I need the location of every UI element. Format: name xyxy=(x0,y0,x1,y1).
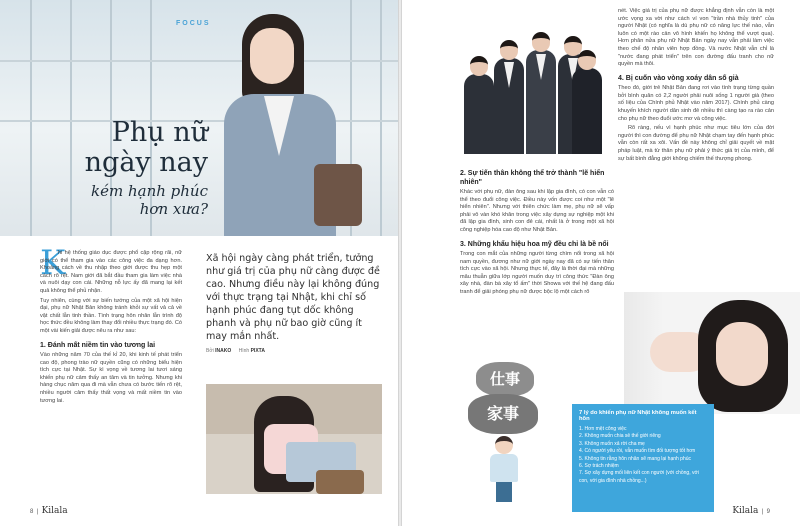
pull-quote: Xã hội ngày càng phát triển, tưởng như giá trị của phụ nữ càng được đề cao. Nhưng điều này lại không đúng với thực trạng tại Nhật, khi chỉ số hạnh phúc đang tụt dốc không phanh và phụ nữ bao giờ cũng ít may mắn nhất. xyxy=(206,253,380,342)
list-item: 2. Không muốn chia sẻ thế giới riêng xyxy=(579,433,661,440)
list-item: 5. Không tin rằng hôn nhân sẽ mang lại hạnh phúc xyxy=(579,455,692,462)
illustration-burden xyxy=(462,358,552,506)
carrying-figure xyxy=(486,436,522,502)
left-column xyxy=(40,250,182,407)
handbag xyxy=(314,164,362,226)
left-page xyxy=(0,0,398,526)
title-line-4: hơn xưa? xyxy=(139,200,208,218)
article-title xyxy=(18,118,208,218)
section-4-heading: 4. Bị cuốn vào vòng xoáy dân số già xyxy=(618,74,739,82)
brand-left: Kilala xyxy=(41,506,68,516)
page-number-right: 9 xyxy=(766,509,770,515)
page-number-left: 8 xyxy=(30,509,34,515)
photo-office-women xyxy=(454,22,604,154)
closing-paragraph: Rõ ràng, nếu vì hạnh phúc như mục tiêu lớn của đời người thì con đường để phụ nữ Nhật chạm tay đến hạnh phúc vẫn còn rất xa xôi. Vấn đề này không chỉ giải quyết về mặt pháp luật, mà từ thân phụ nữ phải ý thức giá trị của mình, để sự bất bình đẳng giới không chiếm thế thượng phong. xyxy=(618,125,774,162)
photo-woman-back-pain xyxy=(206,384,382,494)
right-column-1 xyxy=(460,164,614,299)
right-folio: Kilala | 9 xyxy=(732,506,770,516)
sidebar-title: 7 lý do khiến phụ nữ Nhật không muốn kết hôn xyxy=(579,410,697,422)
section-2-heading: 2. Sự tiến thân không thể trở thành "lẽ hiển nhiên" xyxy=(460,170,605,186)
list-item: 1. Hơn mệt công việc xyxy=(579,426,627,432)
section-kicker: FOCUS xyxy=(176,20,211,27)
right-column-2 xyxy=(618,8,774,165)
right-page xyxy=(402,0,800,526)
title-line-2: ngày nay xyxy=(84,147,208,178)
credit-photo: PIXTA xyxy=(250,348,265,354)
section-3-body: Trong con mắt của những người từng chìm nổi trong xã hội nam quyền, đương như nữ giới ngày nay đã có sự tiến thân tích cực vào xã hội. Nhưng thực tế, đây là thời đại mà những mâu thuẫn giữa lớp người muốn duy trì công thức "Đàn ông xây nhà, đàn bà xây tổ ấm" thời Showa với thế hệ đang đấu tranh để giải phóng phụ nữ được bộc lộ một cách rõ xyxy=(460,251,614,296)
brand-right: Kilala xyxy=(732,506,759,516)
title-line-3: kém hạnh phúc xyxy=(91,182,208,200)
woman-figure xyxy=(220,14,340,236)
list-item: 3. Không muốn xả rời cha mẹ xyxy=(579,440,645,447)
sidebar-box xyxy=(572,404,714,512)
drop-cap: K xyxy=(40,243,66,283)
section-3-heading: 3. Những khẩu hiệu hoa mỹ đều chỉ là bề nổi xyxy=(460,240,609,248)
section-1-body: Vào những năm 70 của thế kỉ 20, khi kinh tế phát triển cao độ, phong trào nữ quyền cũng có những biểu hiện tích cực tại Nhật. Sự kì vọng về tương lai tươi sáng khiến phụ nữ cảm thấy an tâm và tin tưởng. Nhưng khi hàng chục năm qua đi mà vẫn chưa có bước tiến rõ rệt, nhiều người cảm thấy thất vọng và mất niềm tin vào tương lai. xyxy=(40,352,182,404)
credit-label-photo: Hình xyxy=(238,348,250,354)
section-1-heading: 1. Đánh mất niềm tin vào tương lai xyxy=(40,341,156,349)
rock-work: 仕事 xyxy=(476,362,534,396)
left-folio: 8 | Kilala xyxy=(30,506,68,516)
credit-author: INAKO xyxy=(215,348,232,354)
paragraph-2: Tuy nhiên, cùng với sự biến tướng của một xã hội hiện đại, phụ nữ Nhật Bản không tránh khỏi sự vất vả cả về vật chất lẫn tinh thần. Tình trạng hôn nhân lẫn trình độ học thức đều không làm thay đổi nhiều thực trạng đó. Có một vài kiến giải được nêu ra như sau: xyxy=(40,297,182,334)
reasons-list xyxy=(579,426,707,485)
list-item: 4. Có người yêu rồi, vẫn muốn tìm đối tượng tốt hơn xyxy=(579,448,696,455)
rock-housework: 家事 xyxy=(468,394,538,434)
section-4-body: Theo đó, giới trẻ Nhật Bản đang rơi vào tình trạng từng quần bởi bình quân có 2,2 người phải nuôi sống 1 người già (theo số liệu của Chính phủ Nhật vào năm 2017). Chính phủ càng khuyến khích người dân sinh đẻ nhiều thì càng tạo ra rào cản cho phụ nữ theo đuổi ước mơ và công việc. xyxy=(618,85,774,122)
credit-label-author: Bởi xyxy=(206,348,214,354)
photo-smiling-woman xyxy=(624,292,800,414)
list-item: 6. Sợ trách nhiệm xyxy=(579,463,619,470)
byline xyxy=(206,348,271,354)
section-2-body: Khác với phụ nữ, đàn ông sau khi lập gia đình, có con vẫn có thể theo đuổi công việc. Điều này vốn được coi như một "lẽ hiển nhiên". Nhưng với thiên chức làm mẹ, phụ nữ sẽ vấp phải vô vàn khó khăn trong việc xây dựng sự nghiệp một khi đã lập gia đình, sinh con đẻ cái, nhất là ở trong một xã hội công nghiệp hóa cao độ như Nhật Bản. xyxy=(460,189,614,233)
list-item: 7. Sợ xây dựng mối liên kết con người (với chồng, với con, với gia đình nhà chồng...) xyxy=(579,470,699,484)
title-line-1: Phụ nữ xyxy=(111,117,208,148)
intro-paragraph: hi hệ thống giáo dục được phổ cập rộng rãi, nữ giới có thể tham gia vào các công việc đa dạng hơn. Khoảng cách về thu nhập theo giới được thu hẹp một cách rõ rệt. Nam giới đã bắt đầu tham gia làm việc nhà và nuôi dạy con cái. Những nỗ lực ấy đã mang lại kết quả không thể phủ nhận. xyxy=(40,250,182,294)
continued-paragraph: nét. Việc giá trị của phụ nữ được khẳng định vẫn còn là một ước vọng xa vời như cách ví von "trần nhà thủy tinh" của người Nhật (có nghĩa là dù phụ nữ có năng lực thế nào, vẫn luôn có một rào cản vô hình khiến họ không thể vượt qua). Hơn phân nửa phụ nữ Nhật Bản ngày nay vẫn phải làm việc theo chế độ nhân viên hợp đồng. Và nước Nhật vẫn chỉ là "nước đang phát triển" trên con đường đấu tranh cho nữ quyền mà thôi. xyxy=(618,8,774,68)
